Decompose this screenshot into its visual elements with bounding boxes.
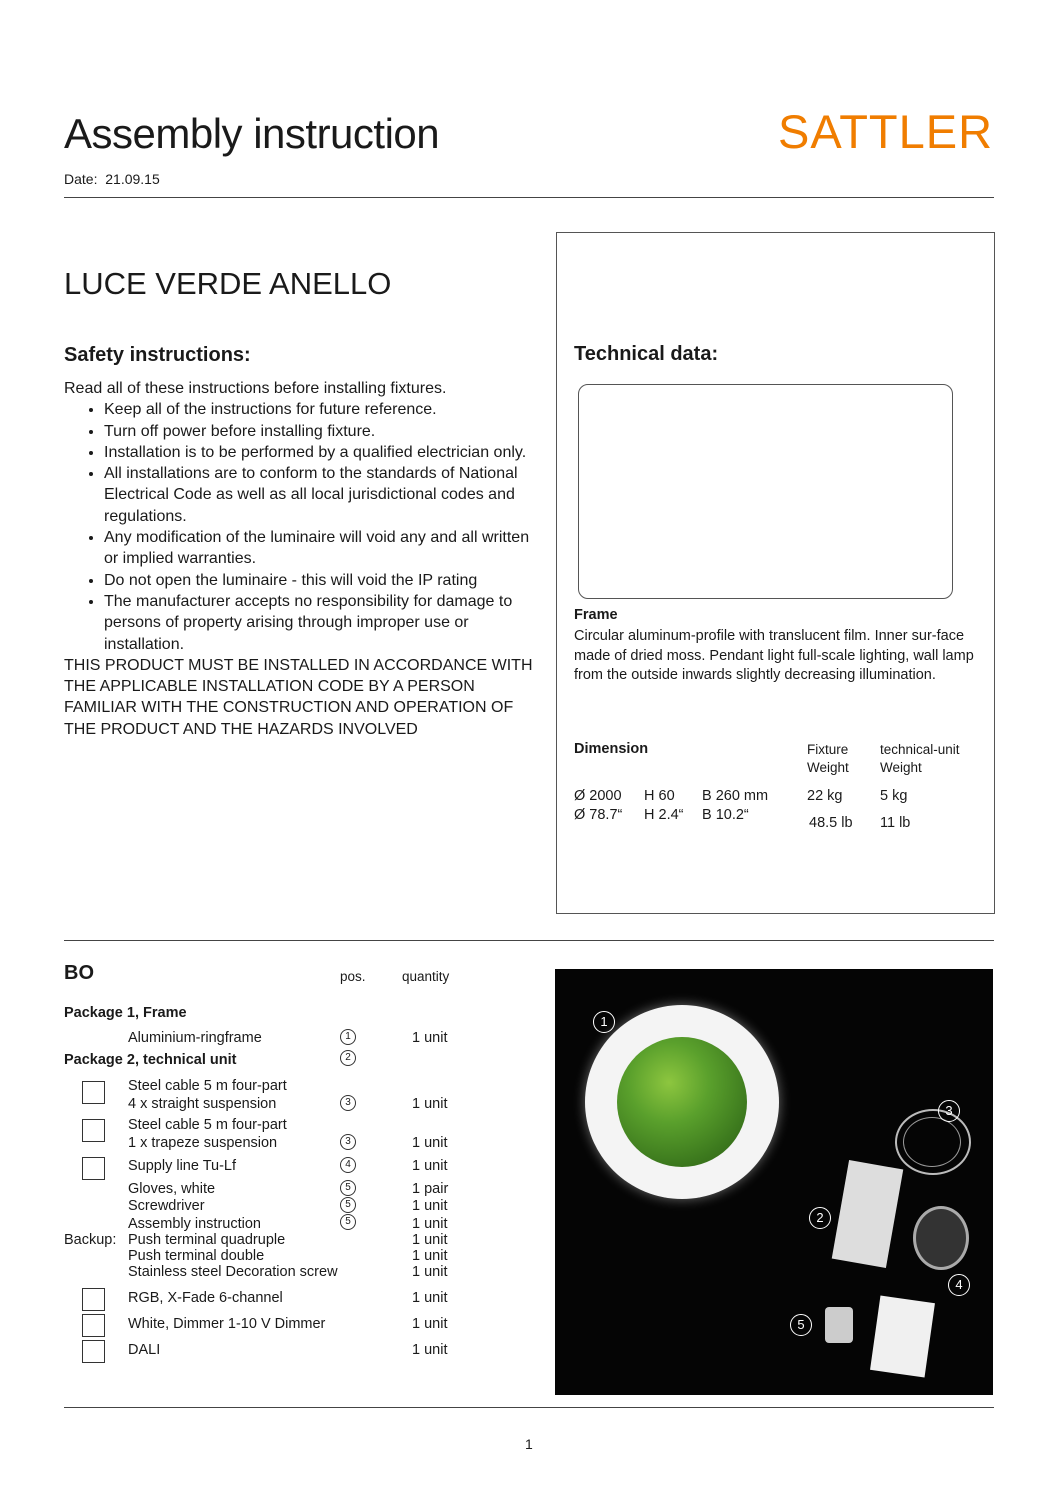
safety-instructions: [64, 378, 544, 740]
safety-item: • Any modification of the luminaire will void any and all written or implied warranties.: [104, 527, 544, 570]
item-quantity: 1 unit: [412, 1030, 448, 1046]
option-checkbox[interactable]: [82, 1314, 105, 1337]
cable-coil-inner: [903, 1117, 961, 1167]
photo-badge: 3: [938, 1100, 960, 1122]
dim-width: B 260 mm: [702, 788, 769, 804]
safety-item: • Turn off power before installing fixture.: [104, 421, 544, 442]
position-marker: 3: [340, 1095, 356, 1111]
item-name: RGB, X-Fade 6-channel: [128, 1290, 283, 1306]
quantity-column-header: quantity: [402, 969, 450, 984]
item-name: Steel cable 5 m four-part: [128, 1117, 287, 1133]
safety-item: • Do not open the luminaire - this will void the IP rating: [104, 570, 544, 591]
option-checkbox[interactable]: [82, 1288, 105, 1311]
frame-label: Frame: [574, 607, 618, 623]
safety-item: • Keep all of the instructions for future reference.: [104, 399, 544, 420]
safety-list: [64, 399, 544, 655]
dim-diameter-in: Ø 78.7“: [574, 807, 623, 823]
bo-heading: BO: [64, 962, 94, 984]
date-label: Date:: [64, 171, 98, 187]
item-quantity: 1 unit: [412, 1096, 448, 1112]
fixture-weight-lb: 48.5 lb: [809, 815, 853, 831]
date-line: [64, 171, 160, 187]
technical-heading: Technical data:: [574, 343, 719, 365]
item-name: White, Dimmer 1-10 V Dimmer: [128, 1316, 326, 1332]
section-divider: [64, 940, 994, 941]
fixture-weight: 22 kg: [807, 788, 843, 804]
option-checkbox[interactable]: [82, 1081, 105, 1104]
unit-weight-label-2: Weight: [880, 760, 922, 775]
item-name-line2: 4 x straight suspension: [128, 1096, 277, 1112]
instruction-papers: [870, 1296, 935, 1378]
moss-disc: [617, 1037, 747, 1167]
safety-intro: Read all of these instructions before installing fixtures.: [64, 380, 447, 397]
item-name: Assembly instruction: [128, 1216, 261, 1232]
item-name: Screwdriver: [128, 1198, 205, 1214]
dimension-label: Dimension: [574, 741, 649, 757]
pos-column-header: pos.: [340, 969, 366, 984]
page-number: 1: [525, 1436, 533, 1452]
option-checkbox[interactable]: [82, 1157, 105, 1180]
item-quantity: 1 unit: [412, 1342, 448, 1358]
dim-width-in: B 10.2“: [702, 807, 749, 823]
photo-badge: 1: [593, 1011, 615, 1033]
item-quantity: 1 unit: [412, 1290, 448, 1306]
item-name: DALI: [128, 1342, 161, 1358]
safety-item: • All installations are to conform to the standards of National Electrical Code as well as all local jurisdictional codes and regulations.: [104, 463, 544, 527]
item-name: Push terminal quadruple: [128, 1232, 286, 1248]
product-photo: [555, 969, 993, 1395]
package-1-title: Package 1, Frame: [64, 1005, 187, 1021]
item-quantity: 1 unit: [412, 1232, 448, 1248]
item-quantity: 1 unit: [412, 1135, 448, 1151]
position-marker: 5: [340, 1214, 356, 1230]
item-quantity: 1 pair: [412, 1181, 449, 1197]
item-quantity: 1 unit: [412, 1216, 448, 1232]
product-name: LUCE VERDE ANELLO: [64, 266, 392, 301]
safety-item: • The manufacturer accepts no responsibility for damage to persons of property arising through improper use or installation.: [104, 591, 544, 655]
position-marker: 4: [340, 1157, 356, 1173]
safety-item: • Installation is to be performed by a qualified electrician only.: [104, 442, 544, 463]
header-divider: [64, 197, 994, 198]
dim-diameter: Ø 2000: [574, 788, 622, 804]
photo-badge: 4: [948, 1274, 970, 1296]
option-checkbox[interactable]: [82, 1119, 105, 1142]
date-value: 21.09.15: [105, 171, 160, 187]
item-quantity: 1 unit: [412, 1198, 448, 1214]
item-quantity: 1 unit: [412, 1158, 448, 1174]
dim-height: H 60: [644, 788, 675, 804]
footer-divider: [64, 1407, 994, 1408]
dim-height-in: H 2.4“: [644, 807, 684, 823]
item-quantity: 1 unit: [412, 1264, 448, 1280]
fixture-weight-label: Fixture: [807, 742, 849, 757]
technical-unit-box: [832, 1160, 904, 1268]
unit-weight-header: [880, 741, 960, 777]
photo-badge: 2: [809, 1207, 831, 1229]
unit-weight-lb: 11 lb: [880, 815, 911, 831]
fixture-weight-header: [807, 741, 849, 777]
item-name: Push terminal double: [128, 1248, 265, 1264]
position-marker: 3: [340, 1134, 356, 1150]
item-name: Steel cable 5 m four-part: [128, 1078, 287, 1094]
position-marker: 5: [340, 1180, 356, 1196]
item-quantity: 1 unit: [412, 1316, 448, 1332]
fixture-weight-label-2: Weight: [807, 760, 849, 775]
item-name-line2: 1 x trapeze suspension: [128, 1135, 278, 1151]
package-2-title: Package 2, technical unit: [64, 1052, 237, 1068]
page-title: Assembly instruction: [64, 110, 440, 157]
item-name: Aluminium-ringframe: [128, 1030, 262, 1046]
sattler-logo: SATTLER: [778, 105, 994, 158]
backup-label: Backup:: [64, 1232, 117, 1248]
photo-badge: 5: [790, 1314, 812, 1336]
safety-warning: THIS PRODUCT MUST BE INSTALLED IN ACCORDANCE WITH THE APPLICABLE INSTALLATION CODE BY A PERSON FAMILIAR WITH THE CONSTRUCTION AND OPERATION OF THE PRODUCT AND THE HAZARDS INVOLVED: [64, 656, 533, 738]
item-name: Gloves, white: [128, 1181, 216, 1197]
position-marker: 5: [340, 1197, 356, 1213]
accessory-bag: [825, 1307, 853, 1343]
position-marker: 2: [340, 1050, 356, 1066]
product-drawing-frame: [578, 384, 953, 599]
item-name: Supply line Tu-Lf: [128, 1158, 237, 1174]
option-checkbox[interactable]: [82, 1340, 105, 1363]
unit-weight: 5 kg: [880, 788, 908, 804]
frame-description: Circular aluminum-profile with translucent film. Inner sur-face made of dried moss. Pendant light full-scale lighting, wall lamp from the outside inwards slightly decreasing illumination.: [574, 628, 974, 683]
item-name: Stainless steel Decoration screw: [128, 1264, 338, 1280]
position-marker: 1: [340, 1029, 356, 1045]
safety-heading: Safety instructions:: [64, 344, 251, 366]
item-quantity: 1 unit: [412, 1248, 448, 1264]
unit-weight-label: technical-unit: [880, 742, 960, 757]
supply-line-coil: [913, 1206, 969, 1270]
